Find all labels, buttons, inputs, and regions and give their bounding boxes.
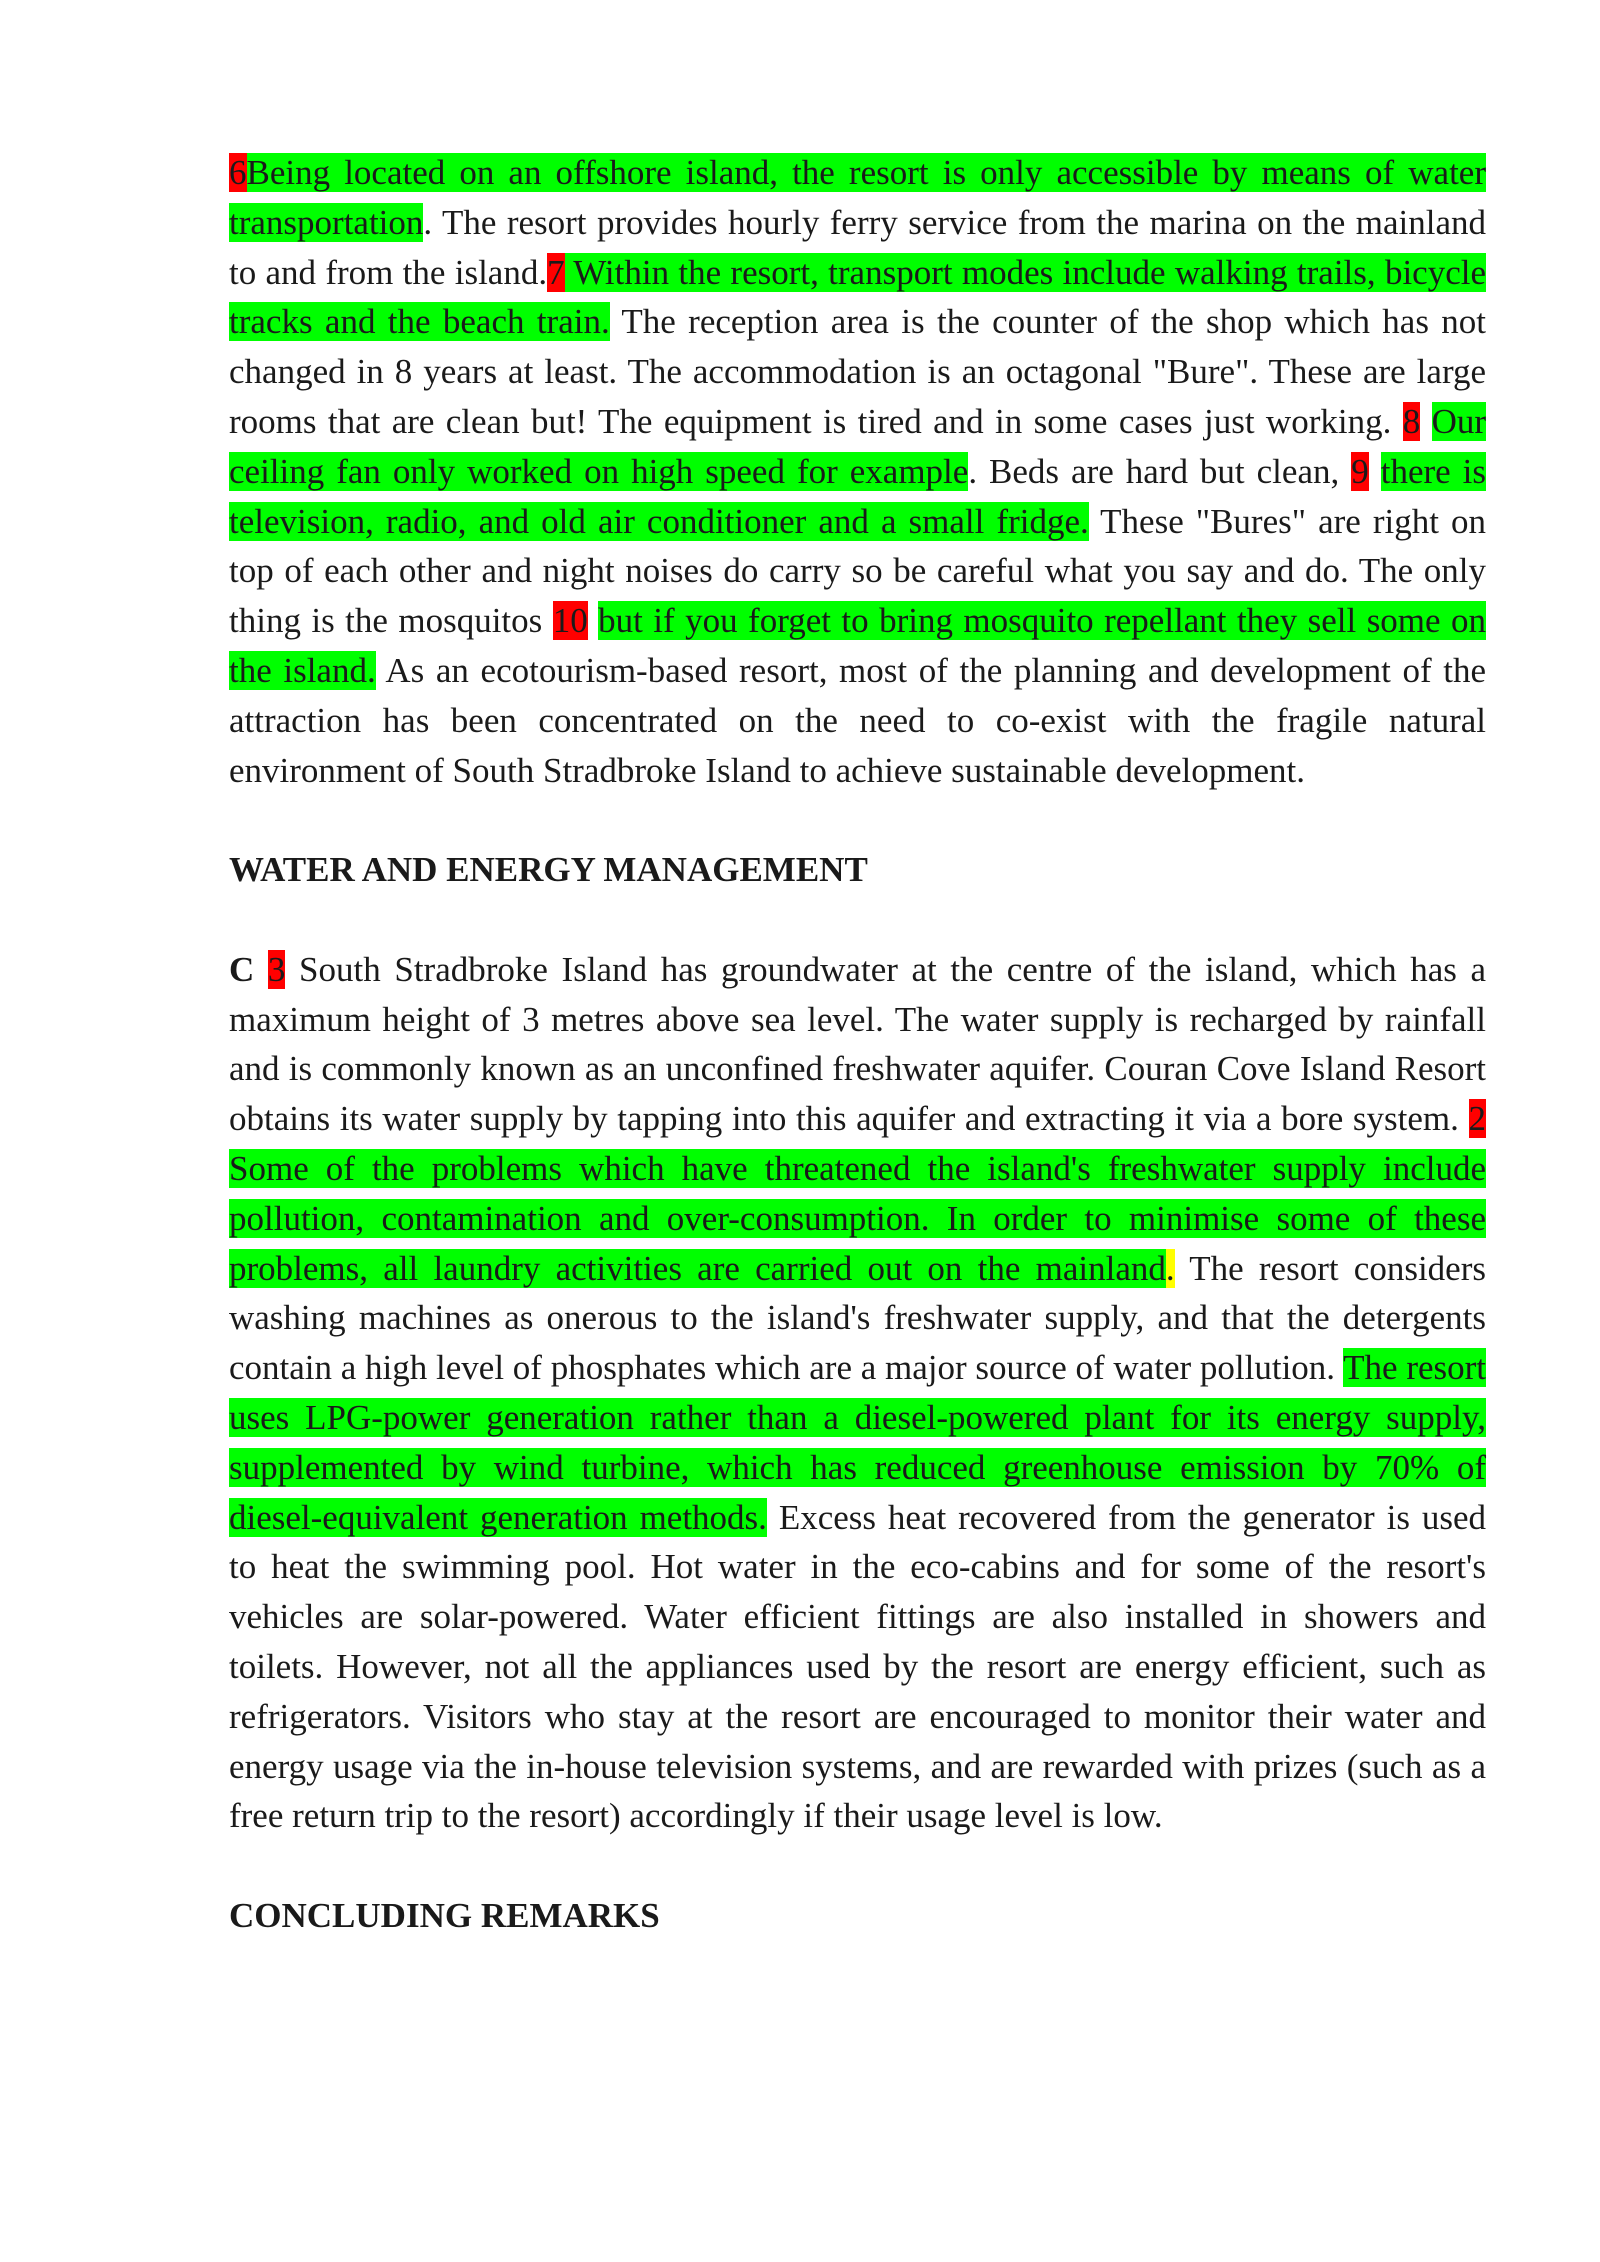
highlight-mosquito-repellant: but if you forget to bring mosquito repellant they sell some on the island. [229,601,1486,690]
highlight-transport-modes: Within the resort, transport modes include walking trails, bicycle tracks and the beach train. [229,252,1486,342]
text-space [1369,452,1381,491]
text-washing-machines: The resort considers washing machines as onerous to the island's freshwater supply, and that the detergents contain a high level of phosphates which are a major source of water pollution. [229,1248,1486,1388]
marker-8: 8 [1402,401,1421,441]
spacer [229,1841,1486,1891]
text-reception-bure: The reception area is the counter of the shop which has not changed in 8 years at least. The accommodation is an octagonal "Bure". These are large rooms that are clean but! The equipment is tired and in some cases just working. [229,302,1486,441]
text-groundwater: South Stradbroke Island has groundwater at the centre of the island, which has a maximum height of 3 metres above sea level. The water supply is recharged by rainfall and is commonly known as an unconfined freshwater aquifer. Couran Cove Island Resort obtains its water supply by tapping into this aquifer and extracting it via a bore system. [229,949,1487,1139]
section-heading-concluding: CONCLUDING REMARKS [229,1895,660,1935]
highlight-water-transport: Being located on an offshore island, the resort is only accessible by means of water transportation [229,153,1486,242]
paragraph-transport-accommodation [229,148,1486,795]
paragraph-label-c: C [229,949,255,989]
paragraph-water-energy [229,945,1486,1841]
highlight-period: . [1165,1248,1175,1288]
highlight-appliances: there is television, radio, and old air conditioner and a small fridge. [229,451,1487,541]
text-space [254,950,268,989]
marker-10: 10 [552,601,588,641]
text-excess-heat: Excess heat recovered from the generator is used to heat the swimming pool. Hot water in the eco-cabins and for some of the resort's vehicles are solar-powered. Water efficient fittings are also installed in showers and toilets. However, not all the appliances used by the resort are energy efficient, such as refrigerators. Visitors who stay at the resort are encouraged to monitor their water and energy usage via the in-house television systems, and are rewarded with prizes (such as a free return trip to the resort) accordingly if their usage level is low. [229,1497,1486,1836]
document-body [229,148,1486,1941]
text-night-noises: These "Bures" are right on top of each other and night noises do carry so be careful what you say and do. The only thing is the mosquitos [229,501,1486,641]
spacer [229,795,1486,845]
marker-6: 6 [229,153,247,192]
marker-2: 2 [1468,1099,1486,1139]
section-heading-water-energy: WATER AND ENERGY MANAGEMENT [229,850,868,890]
text-ecotourism: As an ecotourism-based resort, most of the planning and development of the attraction has been concentrated on the need to co-exist with the fragile natural environment of South Stradbroke Island to achieve sustainable development. [229,650,1486,790]
text-space [588,601,598,640]
highlight-ceiling-fan: Our ceiling fan only worked on high speed for example [229,401,1486,491]
highlight-freshwater-problems: Some of the problems which have threatened the island's freshwater supply include pollution, contamination and over-consumption. In order to minimise some of these problems, all laundry activities are carried out on the mainland [229,1148,1486,1288]
marker-3: 3 [267,949,286,989]
spacer [229,895,1486,945]
highlight-lpg-power: The resort uses LPG-power generation rather than a diesel-powered plant for its energy supply, supplemented by wind turbine, which has reduced greenhouse emission by 70% of diesel-equivalent generation methods. [229,1348,1487,1537]
marker-9: 9 [1351,451,1369,491]
text-beds: . Beds are hard but clean, [968,451,1352,491]
marker-7: 7 [547,252,565,292]
text-space [1420,402,1431,441]
text-ferry-service: . The resort provides hourly ferry service from the marina on the mainland to and from the island. [229,202,1486,292]
